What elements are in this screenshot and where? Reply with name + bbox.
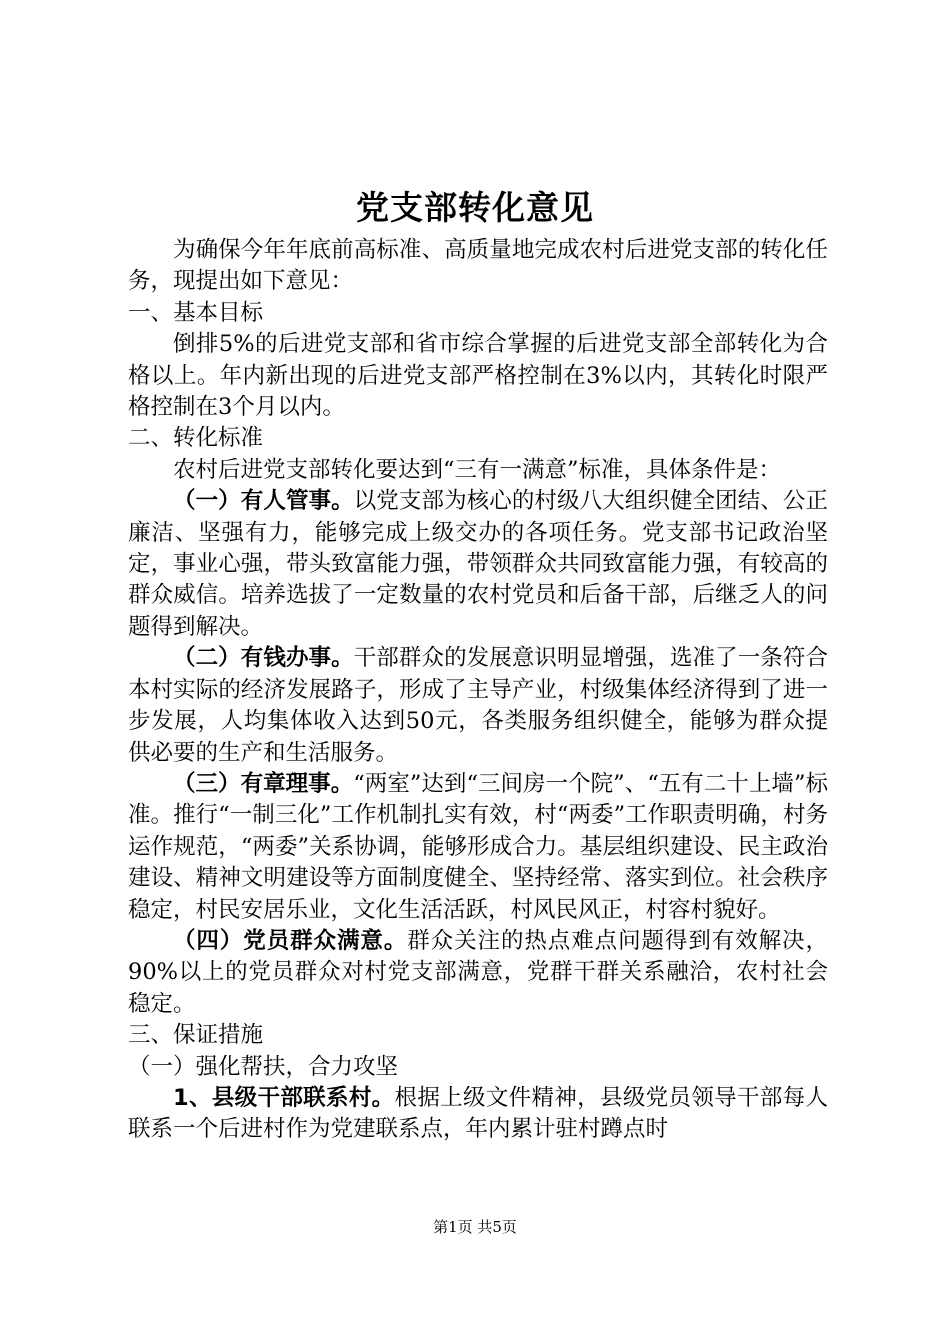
standard-item-3 bbox=[128, 769, 828, 926]
measure-item-1 bbox=[128, 1083, 828, 1146]
section-heading-1: 一、基本目标 bbox=[128, 299, 264, 326]
standard-item-1 bbox=[128, 486, 828, 643]
page-title: 党支部转化意见 bbox=[356, 188, 594, 227]
section-heading-3: 三、保证措施 bbox=[128, 1022, 264, 1049]
section-heading-2: 二、转化标准 bbox=[128, 425, 264, 452]
standard-item-4-text: 群众关注的热点难点问题得到有效解决，90%以上的党员群众对村党支部满意，党群干群关系融洽，农村社会稳定。 bbox=[128, 927, 828, 1017]
standard-item-4-lead: （四）党员群众满意。 bbox=[173, 927, 408, 954]
standard-item-3-text: “两室”达到“三间房一个院”、“五有二十上墙”标准。推行“一制三化”工作机制扎实有效，村“两委”工作职责明确，村务运作规范，“两委”关系协调，能够形成合力。基层组织建设、民主政治建设、精神文明建设等方面制度健全、坚持经常、落实到位。社会秩序稳定，村民安居乐业，文化生活活跃，村风民风正，村容村貌好。 bbox=[128, 770, 828, 923]
standard-item-3-lead: （三）有章理事。 bbox=[173, 770, 354, 797]
section-1-paragraph: 倒排5%的后进党支部和省市综合掌握的后进党支部全部转化为合格以上。年内新出现的后进党支部严格控制在3%以内，其转化时限严格控制在3个月以内。 bbox=[128, 331, 828, 421]
standard-item-1-lead: （一）有人管事。 bbox=[173, 488, 354, 515]
measure-item-1-lead: 1、县级干部联系村。 bbox=[173, 1084, 395, 1111]
intro-paragraph: 为确保今年年底前高标准、高质量地完成农村后进党支部的转化任务，现提出如下意见： bbox=[128, 237, 828, 295]
standard-item-2 bbox=[128, 643, 828, 769]
measure-item-1-text: 根据上级文件精神，县级党员领导干部每人联系一个后进村作为党建联系点，年内累计驻村蹲点时 bbox=[128, 1084, 828, 1143]
standard-item-1-text: 以党支部为核心的村级八大组织健全团结、公正廉洁、坚强有力，能够完成上级交办的各项任务。党支部书记政治坚定，事业心强，带头致富能力强，带领群众共同致富能力强，有较高的群众威信。培养选拔了一定数量的农村党员和后备干部，后继乏人的问题得到解决。 bbox=[128, 488, 828, 640]
page-number-footer: 第1页 共5页 bbox=[433, 1218, 517, 1236]
standard-item-2-lead: （二）有钱办事。 bbox=[173, 645, 354, 672]
standard-item-4 bbox=[128, 926, 828, 1020]
standard-item-2-text: 干部群众的发展意识明显增强，选准了一条符合本村实际的经济发展路子，形成了主导产业，村级集体经济得到了进一步发展，人均集体收入达到50元，各类服务组织健全，能够为群众提供必要的生产和生活服务。 bbox=[128, 645, 828, 766]
section-3-subheading: （一）强化帮扶，合力攻坚 bbox=[128, 1053, 399, 1080]
section-2-intro: 农村后进党支部转化要达到“三有一满意”标准，具体条件是： bbox=[173, 456, 782, 483]
document-body bbox=[128, 235, 828, 1146]
